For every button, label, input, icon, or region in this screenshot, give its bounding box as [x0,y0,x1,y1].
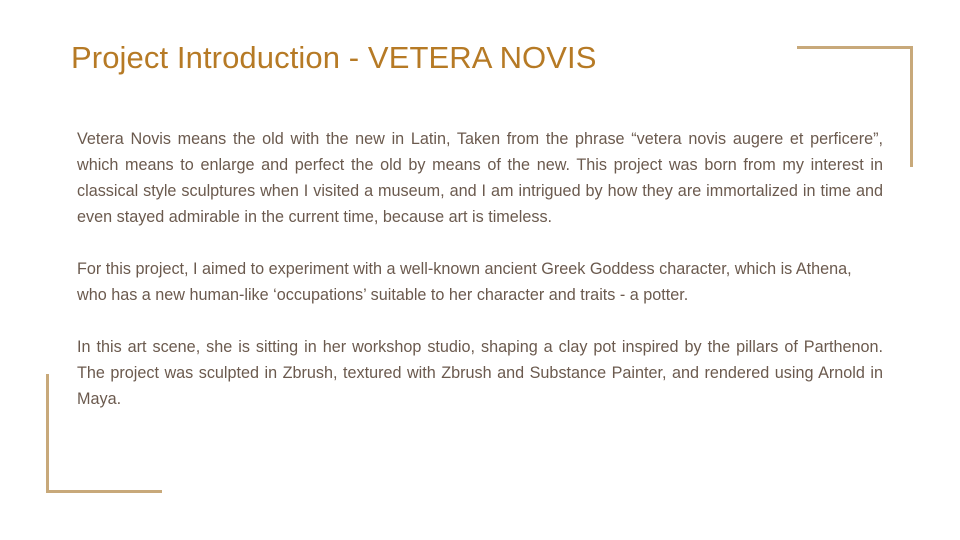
scene-paragraph: In this art scene, she is sitting in her workshop studio, shaping a clay pot inspired by the pillars of Parthenon. The project was sculpted in Zbrush, textured with Zbrush and Substance Painter, and rendered using Arnold in Maya. [77,338,883,408]
intro-paragraph: Vetera Novis means the old with the new in Latin, Taken from the phrase “vetera novis augere et perficere”, which means to enlarge and perfect the old by means of the new. This project was born from my interest in classical style sculptures when I visited a museum, and I am intrigued by how they are immortalized in time and even stayed admirable in the current time, because art is timeless. [77,130,883,226]
concept-paragraph: For this project, I aimed to experiment with a well-known ancient Greek Goddess character, which is Athena, who has a new human-like ‘occupations’ suitable to her character and traits - a potter. [77,260,852,304]
slide-body [77,126,883,412]
slide-title: Project Introduction - VETERA NOVIS [71,40,597,75]
